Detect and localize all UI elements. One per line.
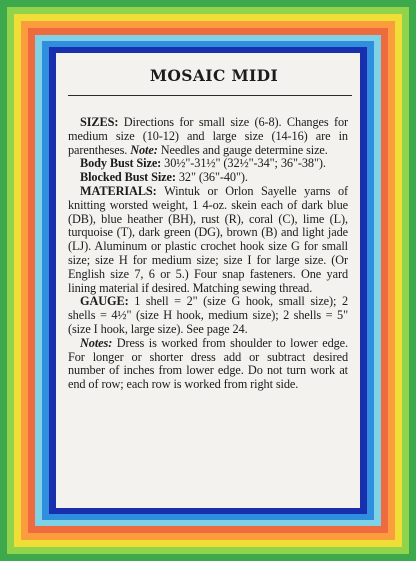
sizes-label: SIZES: xyxy=(80,115,119,129)
blocked-bust-label: Blocked Bust Size: xyxy=(80,170,176,185)
gauge-label: GAUGE: xyxy=(80,294,129,309)
body-bust-paragraph xyxy=(68,157,348,171)
materials-label: MATERIALS: xyxy=(80,183,157,198)
pattern-body xyxy=(68,116,360,392)
materials-paragraph xyxy=(68,185,348,295)
gauge-text: 1 shell = 2" (size G hook, small size); 2 shells = 4½" (size H hook, medium size); 2 shells = 5" (size I hook, large size). See page 24. xyxy=(68,294,348,336)
page-title: MOSAIC MIDI xyxy=(149,66,279,85)
body-bust-text: 30½"-31½" (32½"-34"; 36"-38"). xyxy=(161,156,326,171)
blocked-bust-text: 32" (36"-40"). xyxy=(175,170,248,185)
notes-label: Notes: xyxy=(80,335,113,350)
body-bust-label: Body Bust Size: xyxy=(80,156,162,171)
sizes-paragraph xyxy=(68,116,348,157)
sizes-note-label: Note: xyxy=(130,142,158,157)
sizes-text: Directions for small size (6-8). Changes for medium size (10-12) and large size (14-16) are in parentheses. xyxy=(68,115,348,157)
materials-text: Wintuk or Orlon Sayelle yarns of knitting worsted weight, 1 4-oz. skein each of dark blue (DB), blue heather (BH), rust (R), coral (C), lime (L), turquoise (T), dark green (DG), brown (B) and light jade (LJ). Aluminum or plastic crochet hook size G for small size; size H for medium size; size I for large size. (Or English size 7, 6 or 5.) Four snap fasteners. One yard lining material if desired. Matching sewing thread. xyxy=(68,183,348,295)
notes-text: Dress is worked from shoulder to lower edge. For longer or shorter dress add or subtract desired number of inches from lower edge. Do not turn work at end of row; each row is worked from right side. xyxy=(68,335,348,392)
notes-paragraph xyxy=(68,337,348,392)
gauge-paragraph xyxy=(68,295,348,336)
blocked-bust-paragraph xyxy=(68,171,348,185)
sizes-note-text: Needles and gauge determine size. xyxy=(157,142,328,157)
title-divider xyxy=(68,95,352,96)
pattern-page xyxy=(56,53,360,508)
